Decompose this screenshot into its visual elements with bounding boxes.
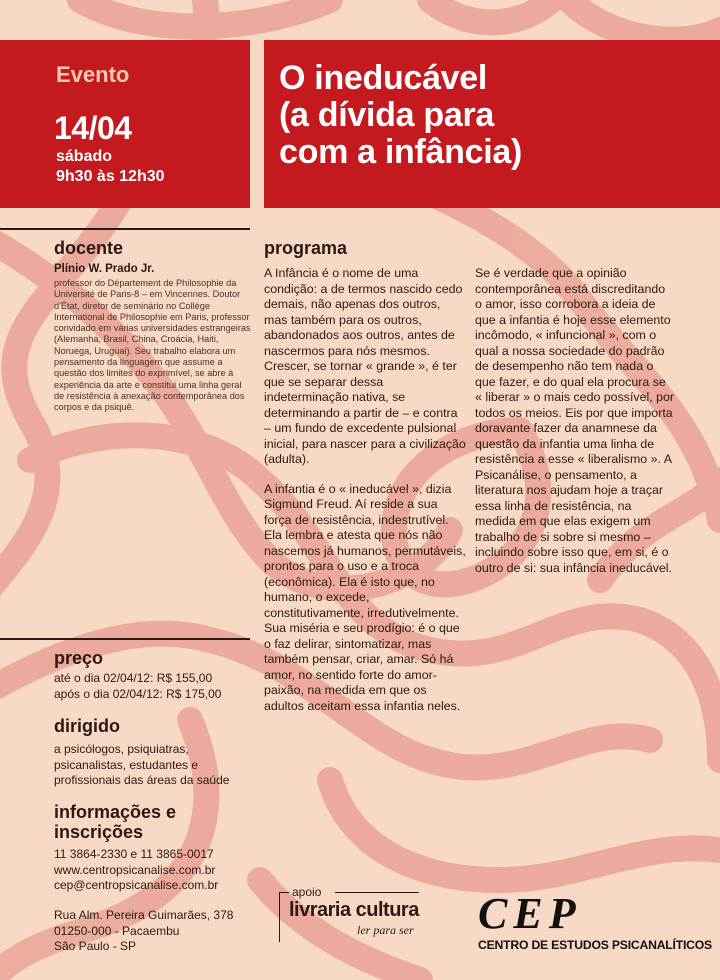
section-divider — [0, 228, 250, 230]
livraria-cultura-logo: livraria cultura — [289, 899, 419, 921]
title-line: com a infância) — [279, 133, 523, 171]
docente-bio: professor do Département de Philosophie da Université de Paris-8 – em Vincennes. Doutor d'État, diretor de seminário no Collège International de Philosophie em Paris, professor convidado em várias universidades estrangeiras (Alemanha, Brasil, China, Croácia, Haiti, Noruega, Uruguai). Seu trabalho elabora um pensamento da linguagem que assume a questão dos limites do exprimível, se abre à experiência da arte e constitui uma linha geral de resistência à anexação contemporânea dos corpos e da psiquê. — [54, 278, 251, 413]
address-line: São Paulo - SP — [54, 939, 137, 953]
audience-line: a psicólogos, psiquiatras, — [54, 742, 189, 756]
audience-line: profissionais das áreas da saúde — [54, 773, 230, 787]
dirigido-heading: dirigido — [54, 716, 120, 736]
livraria-cultura-slogan: ler para ser — [357, 923, 414, 937]
info-heading — [54, 802, 176, 842]
event-label: Evento — [56, 62, 130, 87]
apoio-rule — [279, 892, 289, 893]
email-link[interactable]: cep@centropsicanalise.com.br — [54, 878, 219, 892]
address-line: Rua Alm. Pereira Guimarães, 378 — [54, 908, 234, 922]
docente-heading: docente — [54, 238, 124, 258]
apoio-label: apoio — [292, 885, 322, 899]
title-line: (a dívida para — [279, 96, 494, 134]
preco-lines — [54, 671, 221, 702]
info-heading-line: informações e — [54, 802, 177, 822]
address-line: 01250-000 - Pacaembu — [54, 923, 180, 938]
cep-logo-block — [478, 889, 712, 952]
programa-column-1 — [264, 266, 466, 728]
info-heading-line: inscrições — [54, 822, 144, 842]
apoio-rule — [279, 892, 280, 942]
event-title — [279, 60, 709, 171]
title-line: O ineducável — [279, 59, 488, 97]
programa-paragraph: Se é verdade que a opinião contemporânea está discreditando o amor, isso corrobora a ideia de que a infantia é hoje esse elemento incômodo, « infuncional », com o qual a nossa sociedade do padrão de desempenho não tem nada o que fazer, e do qual ela procura se « liberar » o mais cedo possível, por todos os meios. Eis por que importa doravante fazer da anamnese da questão da infantia uma linha de resistência a esse « liberalismo ». A Psicanálise, o pensamento, a literatura nos ajudam hoje a traçar essa linha de resistência, na medida em que elas exigem um trabalho de si sobre si mesmo – incluindo sobre isso que, em si, é o outro de si: sua infância ineducável. — [475, 266, 675, 575]
docente-name: Plínio W. Prado Jr. — [54, 263, 155, 275]
section-divider — [0, 638, 250, 640]
programa-paragraph: A infantia é o « ineducável », dizia Sigmund Freud. Aí reside a sua força de resistência, indestrutível. Ela lembra e atesta que nós não nascemos já humanos, permutáveis, prontos para o uso e a troca (econômica). Ela é isto que, no humano, o excede, constitutivamente, irredutivelmente. Sua miséria e seu prodígio: é o que o faz delirar, sintomatizar, mas também pensar, criar, amar. Só há amor, no sentido forte do amor-paixão, na medida em que os adultos aceitam essa infantia neles. — [264, 481, 466, 713]
preco-heading: preço — [54, 648, 104, 668]
programa-column-2 — [475, 266, 675, 590]
programa-paragraph: A Infância é o nome de uma condição: a de termos nascido cedo demais, não apenas dos outros, mas também para os outros, abandonados aos outros, antes de nascermos para nós mesmos. Crescer, se tornar « grande », é ter que se separar dessa indeterminação nativa, se determinando a partir de – e contra – um fundo de excedente pulsional inicial, para nascer para a civilização (adulta). — [264, 266, 466, 466]
phone-text: 11 3864-2330 e 11 3865-0017 — [54, 847, 214, 861]
address-lines — [54, 908, 233, 955]
dirigido-lines — [54, 742, 229, 789]
programa-heading: programa — [264, 238, 348, 258]
contact-lines — [54, 847, 218, 894]
event-date: 14/04 — [54, 110, 132, 146]
event-time: 9h30 às 12h30 — [56, 168, 165, 185]
price-line: até o dia 02/04/12: R$ 155,00 — [54, 671, 213, 685]
cep-tagline: CENTRO DE ESTUDOS PSICANALÍTICOS — [478, 938, 712, 952]
website-link[interactable]: www.centropsicanalise.com.br — [54, 862, 216, 877]
cep-logo: CEP — [478, 889, 582, 938]
event-day: sábado — [56, 148, 113, 165]
apoio-rule — [335, 892, 419, 893]
price-line: após o dia 02/04/12: R$ 175,00 — [54, 686, 222, 701]
audience-line: psicanalistas, estudantes e — [54, 757, 199, 772]
